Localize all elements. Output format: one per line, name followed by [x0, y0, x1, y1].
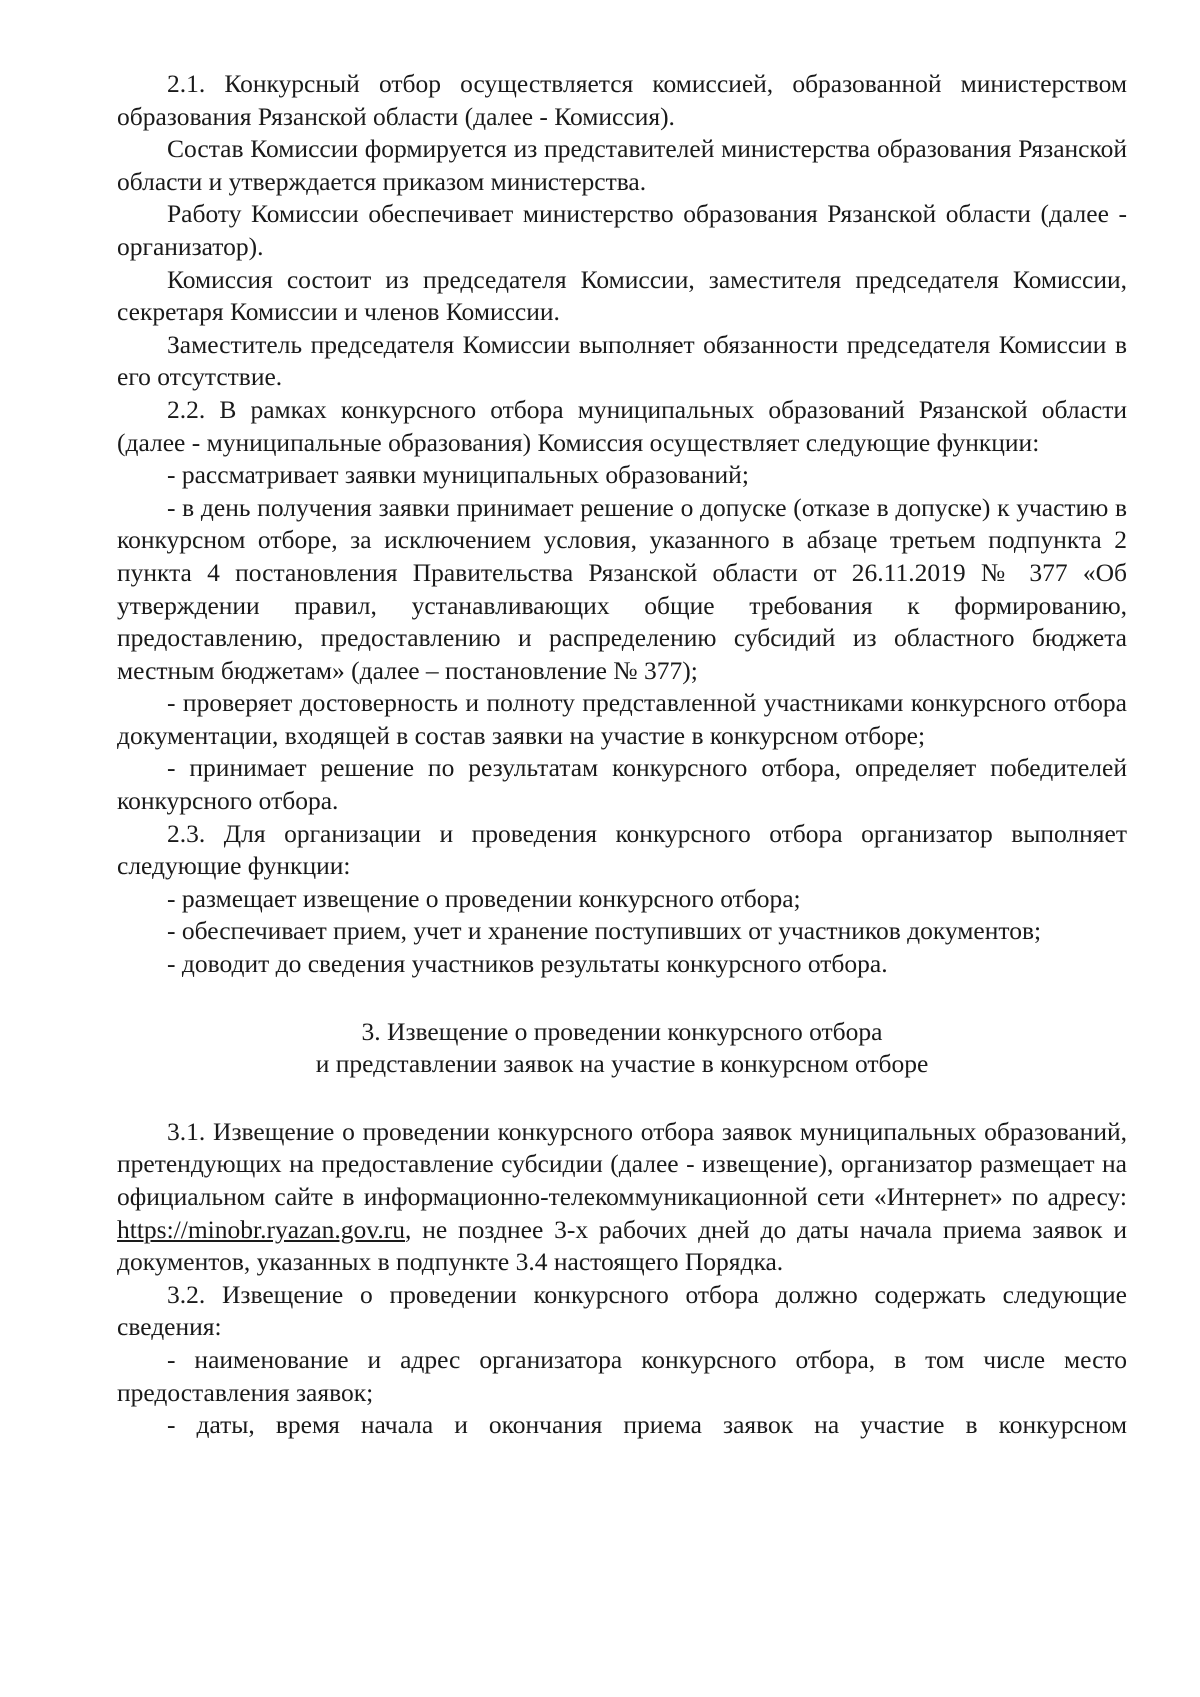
section-3-heading-line-1: 3. Извещение о проведении конкурсного отбора [361, 1016, 883, 1046]
section-3-heading-line-2: и представлении заявок на участие в конкурсном отборе [315, 1049, 929, 1079]
paragraph-3-2: 3.2. Извещение о проведении конкурсного отбора должно содержать следующие сведения: [117, 1279, 1127, 1342]
paragraph-commission-members: Комиссия состоит из председателя Комиссии, заместителя председателя Комиссии, секретаря Комиссии и членов Комиссии. [117, 264, 1127, 327]
paragraph-deputy-chairman: Заместитель председателя Комиссии выполняет обязанности председателя Комиссии в его отсутствие. [117, 329, 1127, 392]
list-item-verify-documentation: - проверяет достоверность и полноту представленной участниками конкурсного отбора документации, входящей в состав заявки на участие в конкурсном отборе; [117, 688, 1127, 750]
ministry-website-link[interactable]: https://minobr.ryazan.gov.ru [117, 1214, 406, 1244]
paragraph-3-1-text-start: 3.1. Извещение о проведении конкурсного отбора заявок муниципальных образований, претендующих на предоставление субсидии (далее - извещение), организатор размещает на официальном сайте в информационно-телекоммуникационной сети «Интернет» по адресу: [117, 1116, 1127, 1211]
paragraph-commission-support: Работу Комиссии обеспечивает министерство образования Рязанской области (далее - организатор). [117, 199, 1127, 261]
list-item-admission-decision: - в день получения заявки принимает решение о допуске (отказе в допуске) к участию в конкурсном отборе, за исключением условия, указанного в абзаце третьем подпункта 2 пункта 4 постановления Правительства Рязанской области от 26.11.2019 № 377 «Об утверждении правил, устанавливающих общие требования к формированию, предоставлению, предоставлению и распределению субсидий из областного бюджета местным бюджетам» (далее – постановление № 377); [117, 492, 1127, 685]
list-item-organizer-name-address: - наименование и адрес организатора конкурсного отбора, в том числе место предоставления заявок; [117, 1344, 1127, 1407]
paragraph-commission-composition: Состав Комиссии формируется из представителей министерства образования Рязанской области и утверждается приказом министерства. [117, 134, 1127, 196]
list-item-announce-results: - доводит до сведения участников результаты конкурсного отбора. [167, 949, 888, 979]
paragraph-3-1 [117, 1116, 1127, 1279]
list-item-publish-notice: - размещает извещение о проведении конкурсного отбора; [167, 883, 801, 913]
list-item-review-applications: - рассматривает заявки муниципальных образований; [167, 460, 749, 490]
paragraph-2-3: 2.3. Для организации и проведения конкурсного отбора организатор выполняет следующие функции: [117, 818, 1127, 881]
list-item-application-dates: - даты, время начала и окончания приема заявок на участие в конкурсном [167, 1410, 1127, 1440]
section-3-heading [117, 1016, 1127, 1081]
paragraph-3-1-text-end: , не позднее 3-х рабочих дней до даты начала приема заявок и документов, указанных в подпункте 3.4 настоящего Порядка. [117, 1214, 1127, 1277]
document-body [117, 68, 1127, 1442]
list-item-receive-documents: - обеспечивает прием, учет и хранение поступивших от участников документов; [167, 916, 1042, 946]
list-item-determine-winners: - принимает решение по результатам конкурсного отбора, определяет победителей конкурсного отбора. [117, 753, 1127, 816]
paragraph-2-2: 2.2. В рамках конкурсного отбора муниципальных образований Рязанской области (далее - муниципальные образования) Комиссия осуществляет следующие функции: [117, 394, 1127, 457]
paragraph-2-1: 2.1. Конкурсный отбор осуществляется комиссией, образованной министерством образования Рязанской области (далее - Комиссия). [117, 69, 1127, 131]
